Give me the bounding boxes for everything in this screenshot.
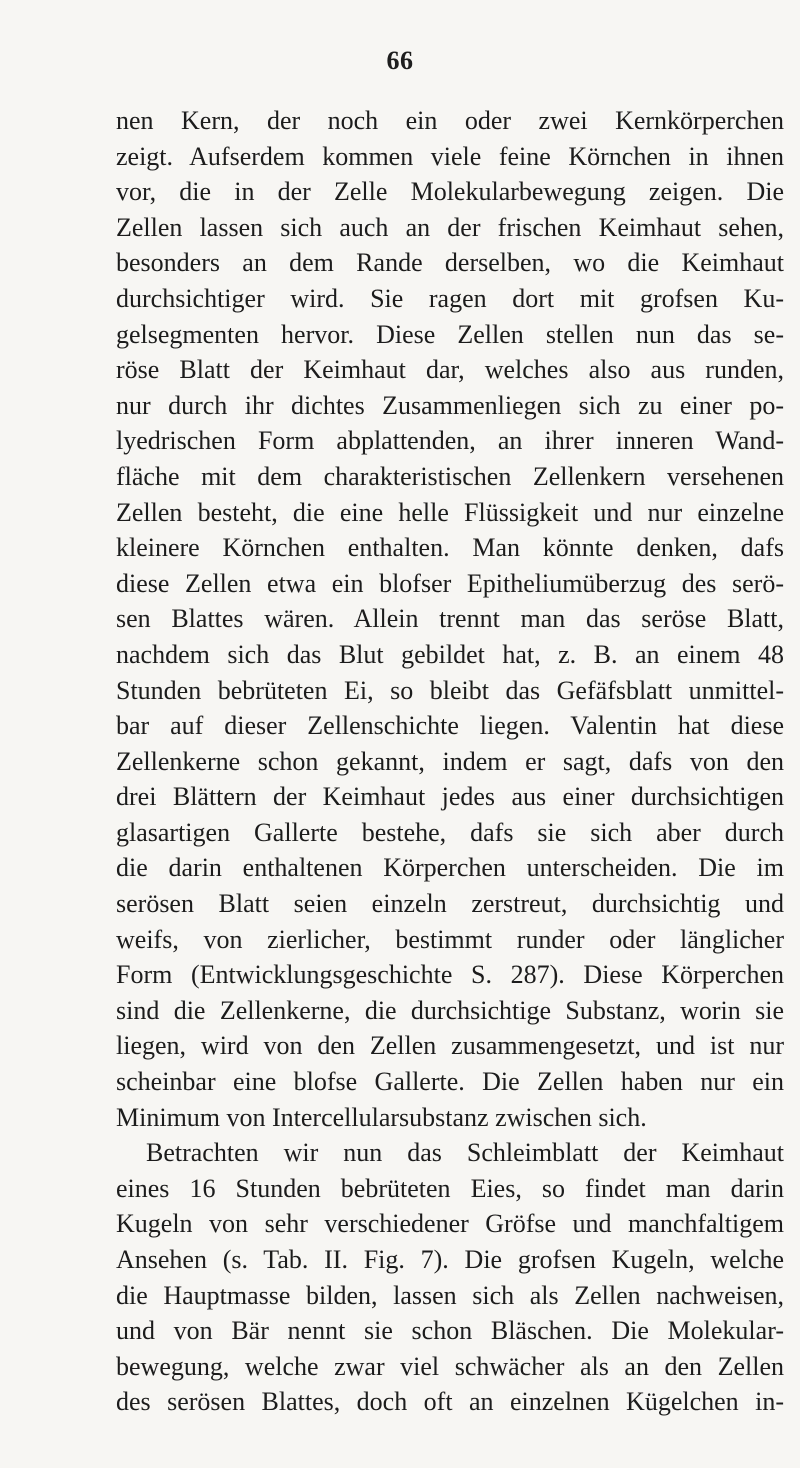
text-line: kleinere Körnchen enthalten. Man könnte denken, dafs [116, 533, 784, 563]
text-line: Stunden bebrüteten Ei, so bleibt das Gefäfsblatt unmittel- [116, 675, 784, 705]
paragraph-2 [116, 1135, 784, 1420]
text-line: nachdem sich das Blut gebildet hat, z. B. an einem 48 [116, 639, 784, 669]
text-line: und von Bär nennt sie schon Bläschen. Die Molekular- [116, 1316, 784, 1346]
text-line: sen Blattes wären. Allein trennt man das seröse Blatt, [116, 604, 784, 634]
text-line: bewegung, welche zwar viel schwächer als an den Zellen [116, 1351, 784, 1381]
text-line: röse Blatt der Keimhaut dar, welches also aus runden, [116, 355, 784, 385]
text-line: die darin enthaltenen Körperchen unterscheiden. Die im [116, 853, 784, 883]
text-line: Betrachten wir nun das Schleimblatt der Keimhaut [146, 1138, 784, 1168]
text-line: Zellen lassen sich auch an der frischen Keimhaut sehen, [116, 212, 784, 242]
text-line: vor, die in der Zelle Molekularbewegung zeigen. Die [116, 177, 784, 207]
text-line: Ansehen (s. Tab. II. Fig. 7). Die grofsen Kugeln, welche [116, 1245, 784, 1274]
text-line: Kugeln von sehr verschiedener Gröfse und manchfaltigem [116, 1209, 784, 1239]
text-line: drei Blättern der Keimhaut jedes aus einer durchsichtigen [116, 782, 784, 812]
text-line: besonders an dem Rande derselben, wo die Keimhaut [116, 248, 784, 278]
text-line: serösen Blatt seien einzeln zerstreut, durchsichtig und [116, 889, 784, 919]
text-line: scheinbar eine blofse Gallerte. Die Zellen haben nur ein [116, 1067, 784, 1097]
text-line: nur durch ihr dichtes Zusammenliegen sich zu einer po- [116, 390, 784, 420]
text-line: durchsichtiger wird. Sie ragen dort mit grofsen Ku- [116, 283, 784, 313]
text-line: die Hauptmasse bilden, lassen sich als Zellen nachweisen, [116, 1280, 784, 1310]
text-line: Form (Entwicklungsgeschichte S. 287). Diese Körperchen [116, 960, 784, 990]
text-line: des serösen Blattes, doch oft an einzelnen Kügelchen in- [116, 1387, 784, 1417]
page-number: 66 [386, 46, 414, 75]
text-line: Zellenkerne schon gekannt, indem er sagt, dafs von den [116, 746, 784, 776]
text-line: liegen, wird von den Zellen zusammengesetzt, und ist nur [116, 1031, 784, 1061]
text-line: bar auf dieser Zellenschichte liegen. Valentin hat diese [116, 711, 784, 741]
text-line: zeigt. Aufserdem kommen viele feine Körnchen in ihnen [116, 141, 784, 171]
text-line: diese Zellen etwa ein blofser Epitheliumüberzug des serö- [116, 568, 784, 598]
paragraph-1 [116, 103, 784, 1135]
text-line: eines 16 Stunden bebrüteten Eies, so findet man darin [116, 1173, 784, 1203]
text-line: fläche mit dem charakteristischen Zellenkern versehenen [116, 461, 784, 491]
body-text [116, 103, 784, 1420]
text-line: nen Kern, der noch ein oder zwei Kernkörperchen [116, 106, 784, 135]
text-line: Minimum von Intercellularsubstanz zwischen sich. [116, 1102, 647, 1132]
text-line: gelsegmenten hervor. Diese Zellen stellen nun das se- [116, 319, 784, 349]
text-line: sind die Zellenkerne, die durchsichtige Substanz, worin sie [116, 995, 784, 1025]
text-line: Zellen besteht, die eine helle Flüssigkeit und nur einzelne [116, 497, 784, 527]
text-line: lyedrischen Form abplattenden, an ihrer inneren Wand- [116, 426, 784, 456]
text-line: glasartigen Gallerte bestehe, dafs sie sich aber durch [116, 817, 784, 847]
text-line: weifs, von zierlicher, bestimmt runder oder länglicher [116, 924, 784, 954]
